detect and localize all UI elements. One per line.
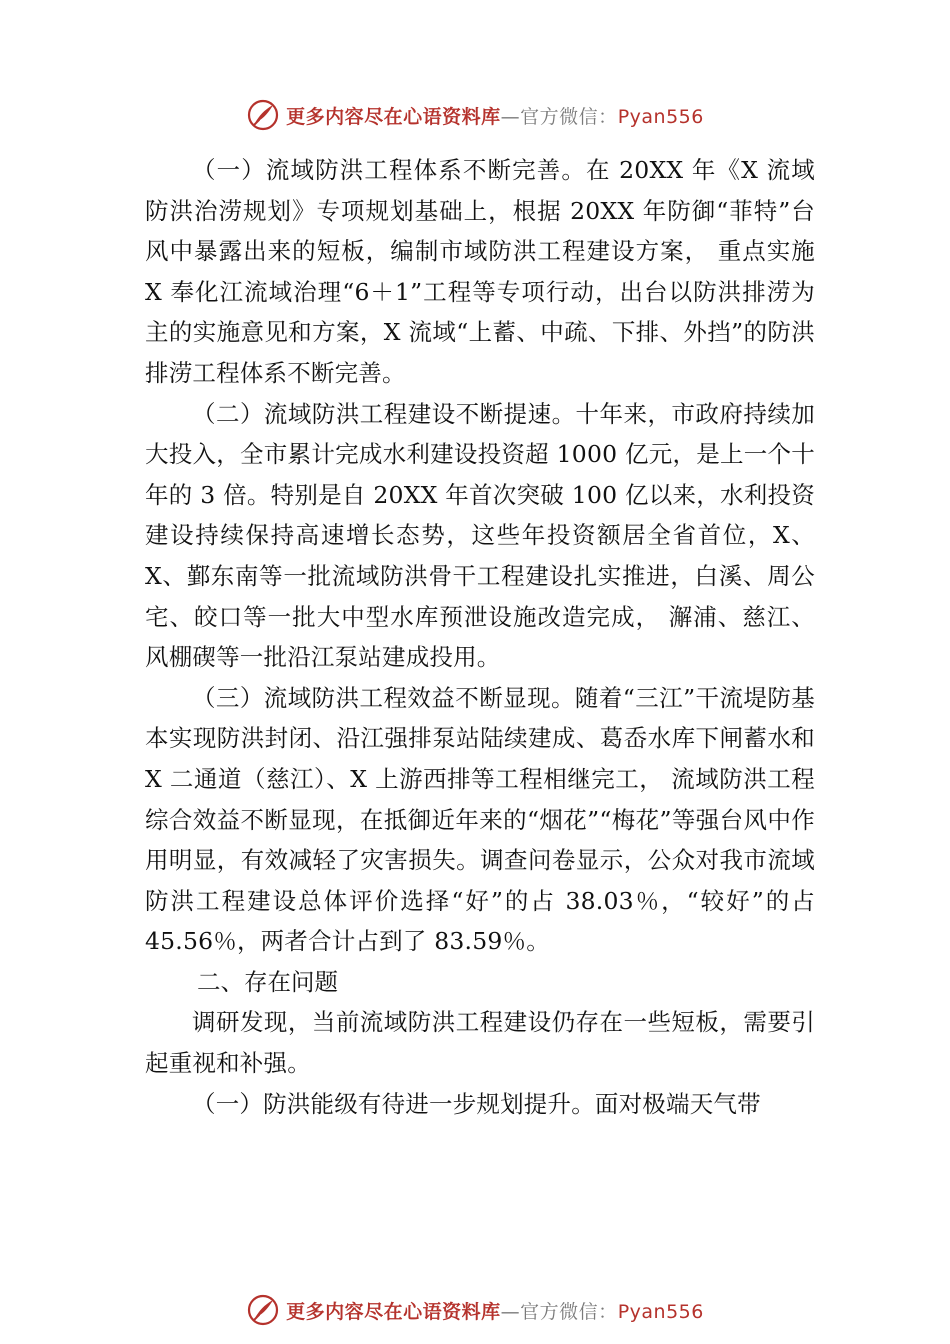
document-body <box>145 150 815 1124</box>
feather-pen-seal-icon <box>246 98 280 132</box>
watermark-separator: — <box>500 1300 521 1323</box>
section-heading: 二、存在问题 <box>197 967 338 996</box>
watermark-text <box>286 102 704 129</box>
intro-paragraph: 调研发现，当前流域防洪工程建设仍存在一些短板，需要引起重视和补强。 <box>145 1008 815 1078</box>
feather-pen-seal-icon <box>246 1293 280 1327</box>
last-paragraph: （一）防洪能级有待进一步规划提升。面对极端天气带 <box>192 1089 761 1118</box>
paragraph-2: （二）流域防洪工程建设不断提速。十年来，市政府持续加大投入，全市累计完成水利建设投资超 1000 亿元，是上一个十年的 3 倍。特别是自 20XX 年首次突破 100 亿以来，水利投资建设持续保持高速增长态势，这些年投资额居全省首位，X、X、鄞东南等一批流域防洪骨干工程建设扎实推进，白溪、周公宅、皎口等一批大中型水库预泄设施改造完成， 澥浦、慈江、风棚碶等一批沿江泵站建成投用。 <box>145 399 815 672</box>
watermark-main-text: 更多内容尽在心语资料库 <box>286 1300 501 1323</box>
watermark-sub-text: 官方微信： <box>520 1300 618 1323</box>
watermark-separator: — <box>500 105 521 128</box>
watermark-text <box>286 1297 704 1324</box>
watermark-wechat-id: Pyan556 <box>617 105 704 128</box>
paragraph-3: （三）流域防洪工程效益不断显现。随着“三江”干流堤防基本实现防洪封闭、沿江强排泵站陆续建成、葛岙水库下闸蓄水和 X 二通道（慈江）、X 上游西排等工程相继完工， 流域防洪工程综合效益不断显现，在抵御近年来的“烟花”“梅花”等强台风中作用明显，有效减轻了灾害损失。调查问卷显示，公众对我市流域防洪工程建设总体评价选择“好”的占 38.03％，“较好”的占 45.56％，两者合计占到了 83.59％。 <box>145 683 815 956</box>
paragraph-1: （一）流域防洪工程体系不断完善。在 20XX 年《X 流域防洪治涝规划》专项规划基础上，根据 20XX 年防御“菲特”台风中暴露出来的短板，编制市域防洪工程建设方案， 重点实施 X 奉化江流域治理“6＋1”工程等专项行动，出台以防洪排涝为主的实施意见和方案，X 流域“上蓄、中疏、下排、外挡”的防洪排涝工程体系不断完善。 <box>145 156 815 387</box>
watermark-sub-text: 官方微信： <box>520 105 618 128</box>
watermark-wechat-id: Pyan556 <box>617 1300 704 1323</box>
footer-watermark <box>0 1290 950 1330</box>
watermark-main-text: 更多内容尽在心语资料库 <box>286 105 501 128</box>
header-watermark <box>0 95 950 135</box>
